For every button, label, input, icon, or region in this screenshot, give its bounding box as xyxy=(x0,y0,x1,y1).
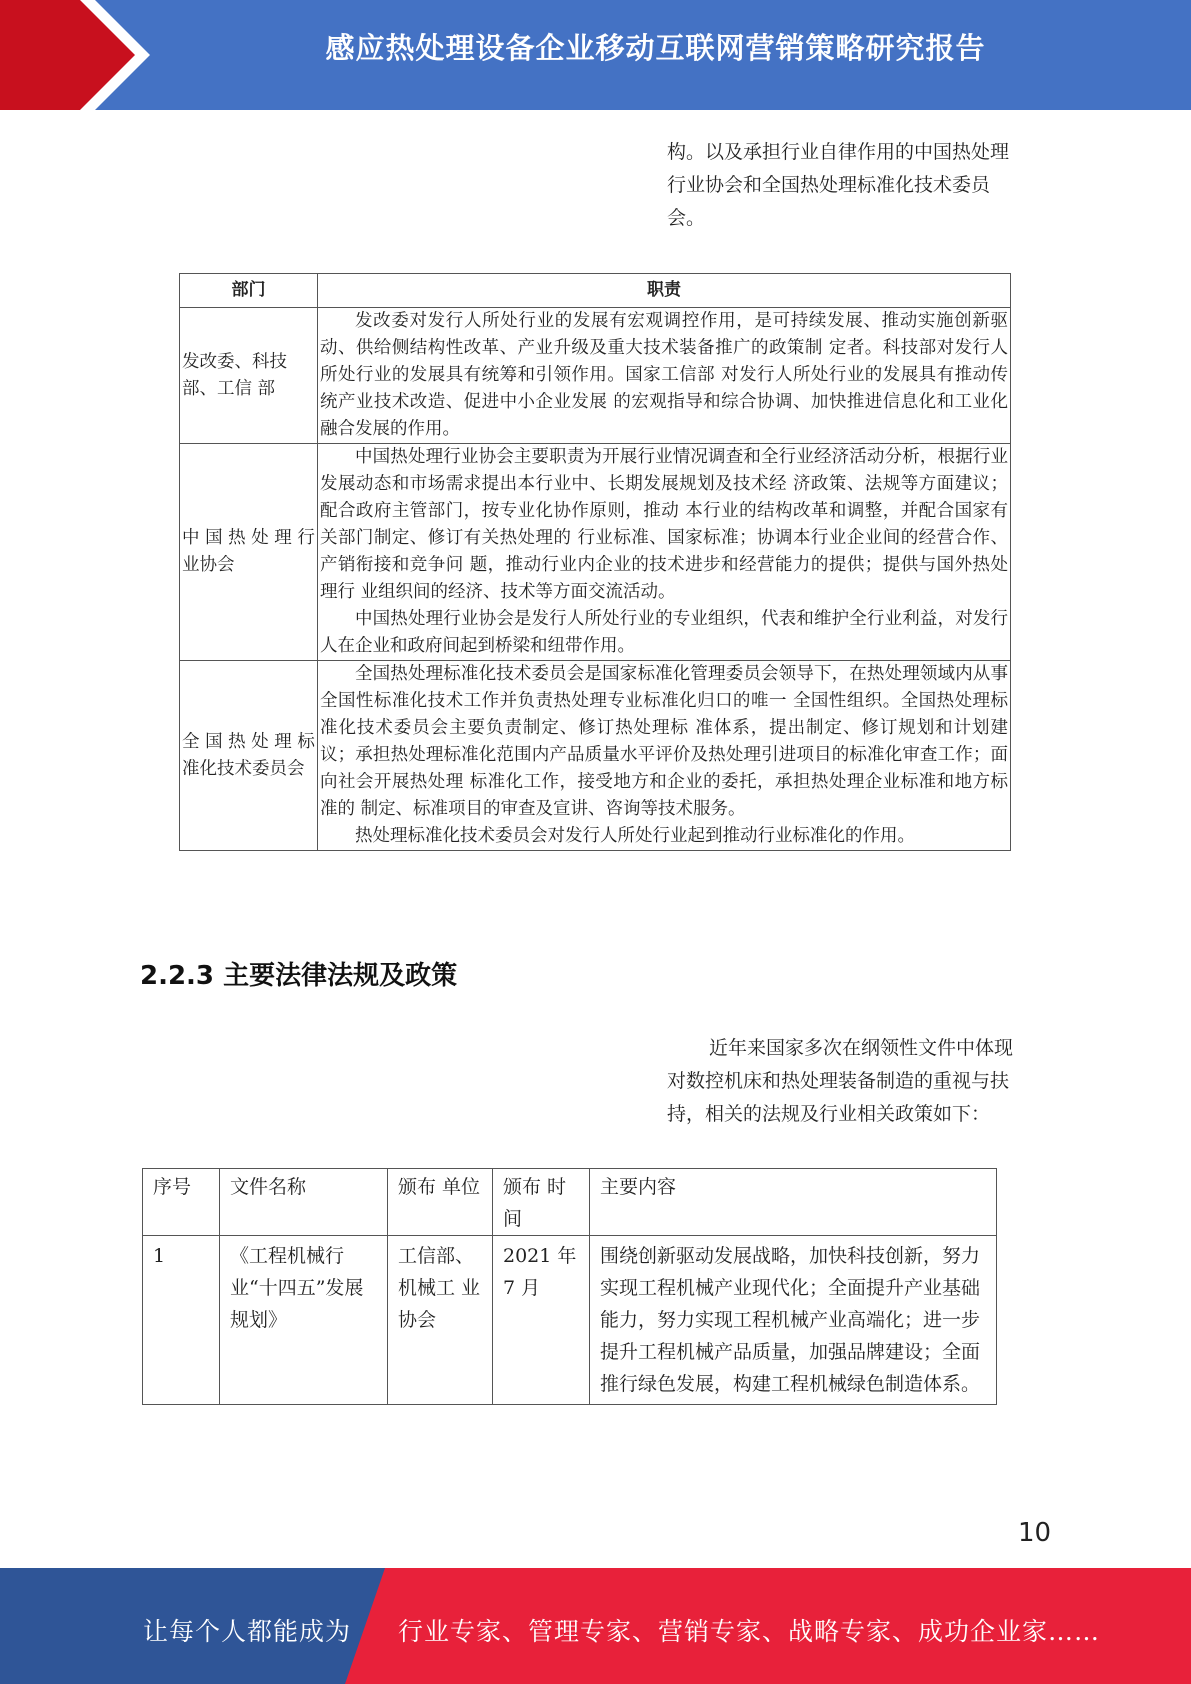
table-row xyxy=(180,308,1011,444)
section-heading: 2.2.3 主要法律法规及政策 xyxy=(140,961,458,991)
duty-paragraph: 全国热处理标准化技术委员会是国家标准化管理委员会领导下，在热处理领域内从事全国性标准化技术工作并负责热处理专业标准化归口的唯一 全国性组织。全国热处理标准化技术委员会主要负责制定、修订热处理标 准体系，提出制定、修订规划和计划建议；承担热处理标准化范围内产品质量水平评价及热处理引进项目的标准化审查工作；面向社会开展热处理 标准化工作，接受地方和企业的委托，承担热处理企业标准和地方标准的 制定、标准项目的审查及宣讲、咨询等技术服务。 xyxy=(320,664,1008,819)
duties-cell xyxy=(318,308,1011,444)
department-cell: 全 国 热 处 理 标准化技术委员会 xyxy=(180,661,318,851)
column-header-department: 部门 xyxy=(180,274,318,308)
duty-paragraph: 中国热处理行业协会主要职责为开展行业情况调查和全行业经济活动分析，根据行业发展动态和市场需求提出本行业中、长期发展规划及技术经 济政策、法规等方面建议；配合政府主管部门，按专业化协作原则，推动 本行业的结构改革和调整，并配合国家有关部门制定、修订有关热处理的 行业标准、国家标准；协调本行业企业间的经营合作、产销衔接和竞争问 题，推动行业内企业的技术进步和经营能力的提供；提供与国外热处理行 业组织间的经济、技术等方面交流活动。 xyxy=(320,447,1008,602)
duty-paragraph: 发改委对发行人所处行业的发展有宏观调控作用，是可持续发展、推动实施创新驱动、供给侧结构性改革、产业升级及重大技术装备推广的政策制 定者。科技部对发行人所处行业的发展具有统筹和引领作用。国家工信部 对发行人所处行业的发展具有推动传统产业技术改造、促进中小企业发展 的宏观指导和综合协调、加快推进信息化和工业化融合发展的作用。 xyxy=(320,311,1008,439)
department-cell: 发改委、科技部、工信 部 xyxy=(180,308,318,444)
document-name-cell: 《工程机械行业“十四五”发展规划》 xyxy=(220,1236,388,1405)
departments-table xyxy=(179,273,1011,851)
page-header xyxy=(0,0,1191,110)
number-cell: 1 xyxy=(143,1236,220,1405)
issue-date-cell: 2021 年 7 月 xyxy=(493,1236,590,1405)
duties-cell xyxy=(318,444,1011,661)
page-footer xyxy=(0,1568,1191,1684)
column-header-issuing-unit: 颁布 单位 xyxy=(388,1169,493,1236)
intro-line: 会。 xyxy=(667,207,706,229)
policy-line: 对数控机床和热处理装备制造的重视与扶 xyxy=(667,1070,1010,1092)
table-row xyxy=(180,444,1011,661)
duty-paragraph: 热处理标准化技术委员会对发行人所处行业起到推动行业标准化的作用。 xyxy=(355,826,915,846)
policy-line: 持，相关的法规及行业相关政策如下： xyxy=(667,1103,991,1125)
main-content-cell: 围绕创新驱动发展战略，加快科技创新，努力实现工程机械产业现代化；全面提升产业基础能力，努力实现工程机械产业高端化；进一步提升工程机械产品质量，加强品牌建设；全面推行绿色发展，构建工程机械绿色制造体系。 xyxy=(590,1236,997,1405)
column-header-duties: 职责 xyxy=(318,274,1011,308)
column-header-number: 序号 xyxy=(143,1169,220,1236)
duty-paragraph: 中国热处理行业协会是发行人所处行业的专业组织，代表和维护全行业利益，对发行人在企业和政府间起到桥梁和纽带作用。 xyxy=(320,609,1008,656)
column-header-issue-date: 颁布 时间 xyxy=(493,1169,590,1236)
table-row xyxy=(143,1236,997,1405)
column-header-document-name: 文件名称 xyxy=(220,1169,388,1236)
duties-cell xyxy=(318,661,1011,851)
page-number: 10 xyxy=(1018,1518,1052,1548)
intro-paragraph xyxy=(667,136,1047,235)
department-cell: 中 国 热 处 理 行业协会 xyxy=(180,444,318,661)
column-header-main-content: 主要内容 xyxy=(590,1169,997,1236)
issuing-unit-cell: 工信部、 机械工 业协会 xyxy=(388,1236,493,1405)
policy-paragraph xyxy=(667,1032,1047,1131)
table-header-row xyxy=(180,274,1011,308)
footer-slogan-right: 行业专家、管理专家、营销专家、战略专家、成功企业家…… xyxy=(398,1617,1101,1646)
intro-line: 构。以及承担行业自律作用的中国热处理 xyxy=(667,141,1010,163)
intro-line: 行业协会和全国热处理标准化技术委员 xyxy=(667,174,991,196)
table-row xyxy=(180,661,1011,851)
table-header-row xyxy=(143,1169,997,1236)
header-title: 感应热处理设备企业移动互联网营销策略研究报告 xyxy=(325,31,986,65)
policy-line: 近年来国家多次在纲领性文件中体现 xyxy=(709,1037,1014,1059)
footer-slogan-left: 让每个人都能成为 xyxy=(143,1617,352,1646)
policy-table xyxy=(142,1168,997,1405)
